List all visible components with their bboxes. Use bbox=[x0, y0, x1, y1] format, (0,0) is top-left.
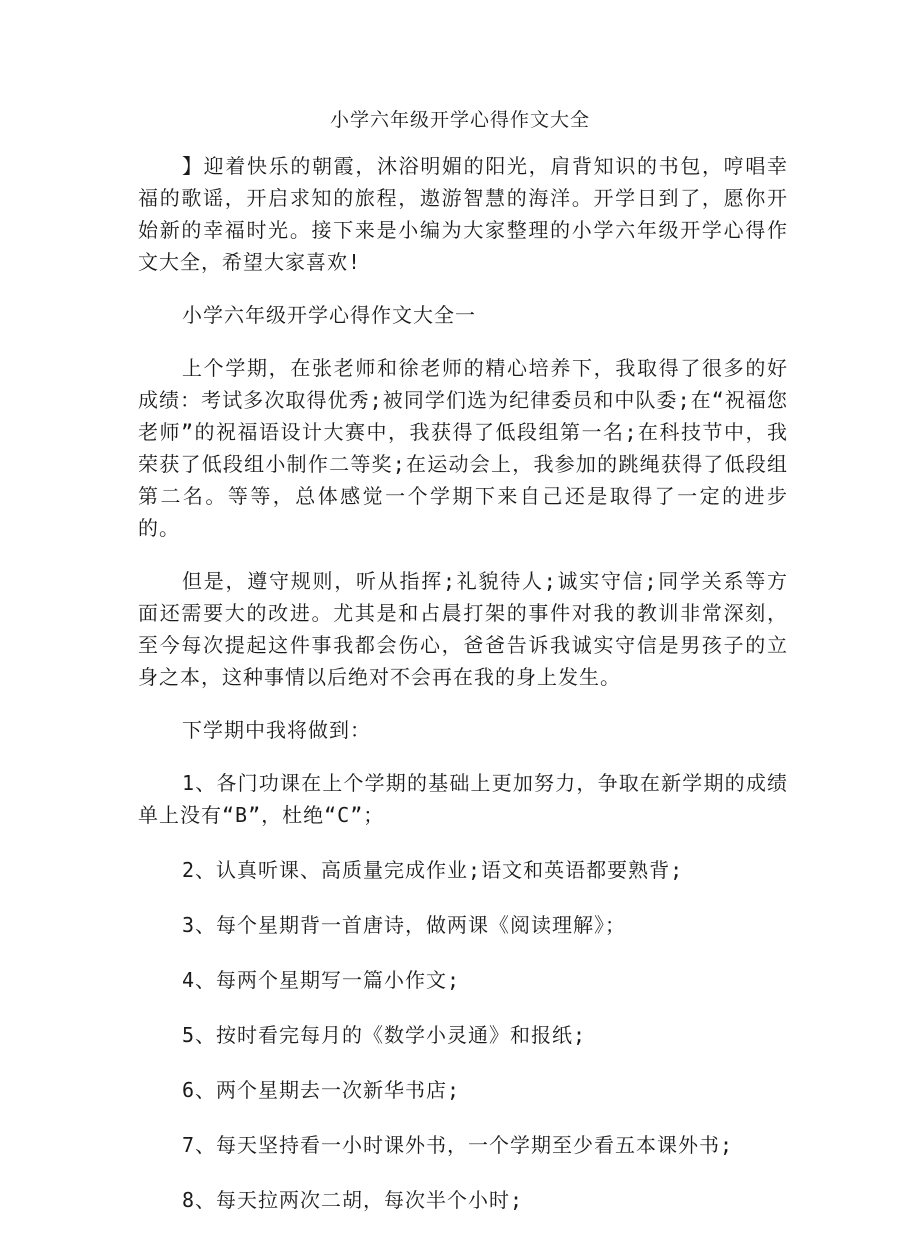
plan-item: 4、每两个星期写一篇小作文; bbox=[182, 968, 461, 992]
improvements-paragraph: 但是，遵守规则，听从指挥;礼貌待人;诚实守信;同学关系等方面还需要大的改进。尤其是和占晨打架的事件对我的教训非常深刻，至今每次提起这件事我都会伤心，爸爸告诉我诚实守信是男孩子的立身之本，这种事情以后绝对不会再在我的身上发生。 bbox=[138, 569, 788, 689]
plan-intro-paragraph: 下学期中我将做到： bbox=[182, 718, 371, 742]
section-heading: 小学六年级开学心得作文大全一 bbox=[182, 303, 476, 327]
plan-item: 7、每天坚持看一小时课外书，一个学期至少看五本课外书; bbox=[182, 1133, 734, 1157]
plan-item: 3、每个星期背一首唐诗，做两课《阅读理解》； bbox=[182, 913, 627, 937]
plan-item: 8、每天拉两次二胡，每次半个小时; bbox=[182, 1188, 524, 1212]
plan-item: 2、认真听课、高质量完成作业;语文和英语都要熟背; bbox=[182, 858, 684, 882]
plan-item: 1、各门功课在上个学期的基础上更加努力，争取在新学期的成绩单上没有“B”，杜绝“C”； bbox=[138, 771, 788, 827]
achievements-paragraph: 上个学期，在张老师和徐老师的精心培养下，我取得了很多的好成绩：考试多次取得优秀;被同学们选为纪律委员和中队委;在“祝福您老师”的祝福语设计大赛中，我获得了低段组第一名;在科技节中，我荣获了低段组小制作二等奖;在运动会上，我参加的跳绳获得了低段组第二名。等等，总体感觉一个学期下来自己还是取得了一定的进步的。 bbox=[138, 356, 788, 540]
plan-item: 5、按时看完每月的《数学小灵通》和报纸; bbox=[182, 1023, 587, 1047]
page-title: 小学六年级开学心得作文大全 bbox=[329, 109, 590, 131]
document-body bbox=[138, 150, 788, 1239]
intro-paragraph: 】迎着快乐的朝霞，沐浴明媚的阳光，肩背知识的书包，哼唱幸福的歌谣，开启求知的旅程，遨游智慧的海洋。开学日到了，愿你开始新的幸福时光。接下来是小编为大家整理的小学六年级开学心得作文大全，希望大家喜欢! bbox=[138, 154, 788, 274]
plan-item: 6、两个星期去一次新华书店; bbox=[182, 1078, 461, 1102]
